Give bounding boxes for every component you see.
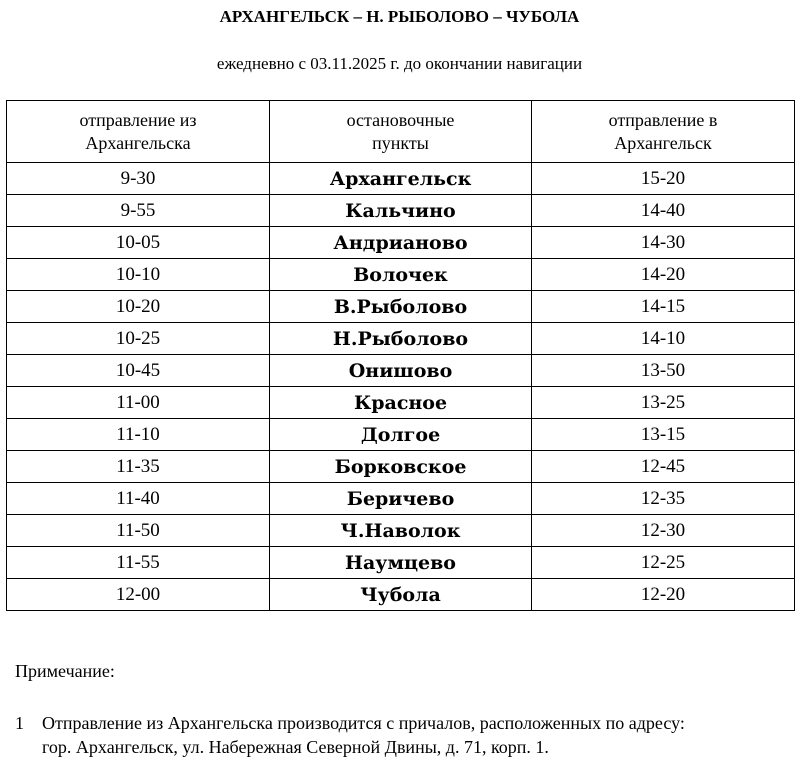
header-departure-to-line1: отправление в xyxy=(608,109,718,130)
departure-from-time: 11-55 xyxy=(7,547,270,579)
departure-to-time: 12-45 xyxy=(532,451,795,483)
stop-name: Наумцево xyxy=(270,547,532,579)
note-number: 1 xyxy=(15,713,24,733)
stop-name: Андрианово xyxy=(270,227,532,259)
stop-name: В.Рыболово xyxy=(270,291,532,323)
table-header-row xyxy=(7,101,795,163)
header-stops-line1: остановочные xyxy=(346,109,455,130)
departure-from-time: 11-50 xyxy=(7,515,270,547)
departure-to-time: 13-50 xyxy=(532,355,795,387)
schedule-table xyxy=(6,100,795,611)
header-departure-from-line2: Архангельска xyxy=(85,132,191,153)
table-row xyxy=(7,259,795,291)
stop-name: Волочек xyxy=(270,259,532,291)
table-row xyxy=(7,387,795,419)
table-row xyxy=(7,323,795,355)
departure-to-time: 12-35 xyxy=(532,483,795,515)
table-row xyxy=(7,579,795,611)
stop-name: Ч.Наволок xyxy=(270,515,532,547)
departure-from-time: 10-05 xyxy=(7,227,270,259)
departure-to-time: 13-25 xyxy=(532,387,795,419)
table-row xyxy=(7,163,795,195)
departure-from-time: 11-35 xyxy=(7,451,270,483)
header-departure-from xyxy=(7,101,270,163)
stop-name: Н.Рыболово xyxy=(270,323,532,355)
header-stops xyxy=(270,101,532,163)
departure-to-time: 14-10 xyxy=(532,323,795,355)
table-row xyxy=(7,451,795,483)
stop-name: Красное xyxy=(270,387,532,419)
departure-from-time: 10-45 xyxy=(7,355,270,387)
stop-name: Борковское xyxy=(270,451,532,483)
stop-name: Чубола xyxy=(270,579,532,611)
table-row xyxy=(7,291,795,323)
departure-to-time: 14-30 xyxy=(532,227,795,259)
stop-name: Долгое xyxy=(270,419,532,451)
header-stops-line2: пункты xyxy=(372,132,429,153)
note-item xyxy=(15,711,799,759)
note-text-line2: гор. Архангельск, ул. Набережная Северной Двины, д. 71, корп. 1. xyxy=(42,737,549,757)
table-row xyxy=(7,515,795,547)
departure-to-time: 13-15 xyxy=(532,419,795,451)
note-text xyxy=(42,711,799,759)
departure-to-time: 12-25 xyxy=(532,547,795,579)
table-row xyxy=(7,547,795,579)
stop-name: Архангельск xyxy=(270,163,532,195)
stop-name: Онишово xyxy=(270,355,532,387)
departure-from-time: 12-00 xyxy=(7,579,270,611)
table-row xyxy=(7,195,795,227)
departure-from-time: 9-30 xyxy=(7,163,270,195)
departure-from-time: 10-10 xyxy=(7,259,270,291)
departure-to-time: 12-30 xyxy=(532,515,795,547)
notes-label: Примечание: xyxy=(15,661,115,681)
departure-from-time: 9-55 xyxy=(7,195,270,227)
departure-to-time: 14-40 xyxy=(532,195,795,227)
table-row xyxy=(7,483,795,515)
stop-name: Кальчино xyxy=(270,195,532,227)
schedule-validity: ежедневно с 03.11.2025 г. до окончании навигации xyxy=(216,54,583,73)
header-departure-from-line1: отправление из xyxy=(79,109,197,130)
departure-to-time: 14-20 xyxy=(532,259,795,291)
page-title: АРХАНГЕЛЬСК – Н. РЫБОЛОВО – ЧУБОЛА xyxy=(219,7,580,26)
table-row xyxy=(7,227,795,259)
note-text-line1: Отправление из Архангельска производится с причалов, расположенных по адресу: xyxy=(42,713,685,733)
departure-to-time: 14-15 xyxy=(532,291,795,323)
departure-from-time: 11-40 xyxy=(7,483,270,515)
departure-to-time: 12-20 xyxy=(532,579,795,611)
departure-from-time: 10-25 xyxy=(7,323,270,355)
stop-name: Беричево xyxy=(270,483,532,515)
header-departure-to-line2: Архангельск xyxy=(614,132,712,153)
departure-to-time: 15-20 xyxy=(532,163,795,195)
table-row xyxy=(7,419,795,451)
header-departure-to xyxy=(532,101,795,163)
table-row xyxy=(7,355,795,387)
departure-from-time: 11-10 xyxy=(7,419,270,451)
departure-from-time: 11-00 xyxy=(7,387,270,419)
departure-from-time: 10-20 xyxy=(7,291,270,323)
